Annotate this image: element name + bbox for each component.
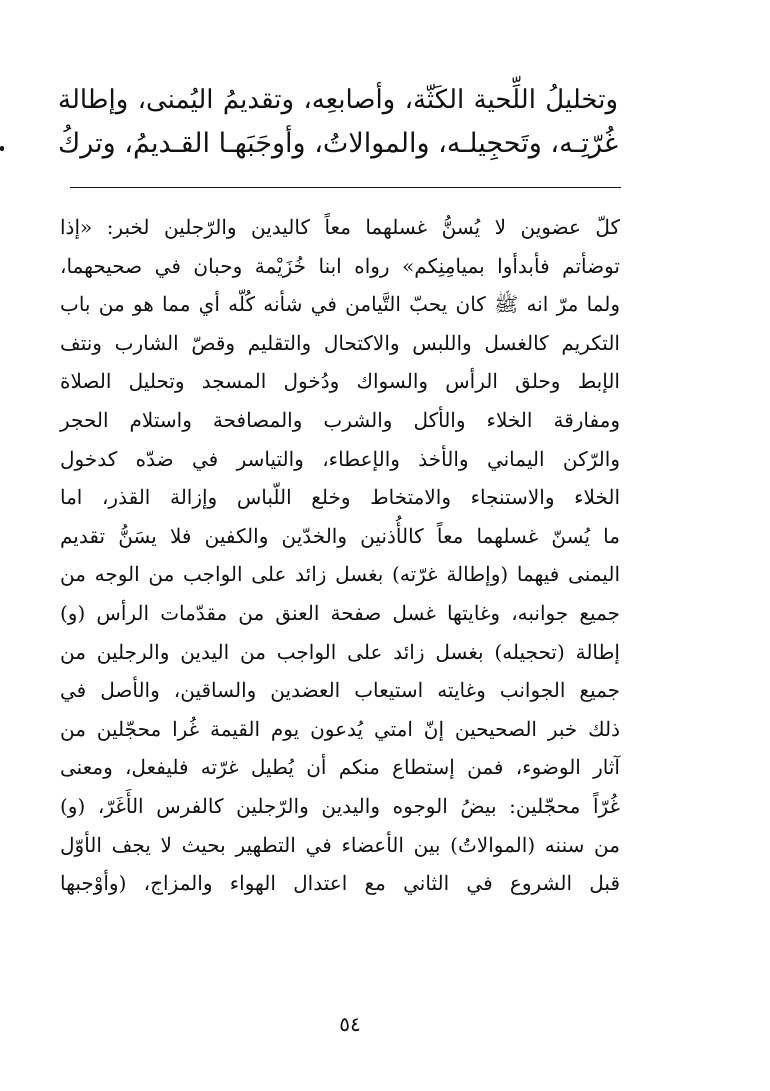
main-text-line: وتخليلُ اللِّحية الكَثّة، وأصابعِه، وتقديمُ اليُمنى، وإطالة: [58, 85, 618, 115]
divider-rule: [70, 187, 621, 188]
commentary-line: الإبط وحلق الرأس والسواك ودُخول المسجد وتحليل الصلاة: [60, 369, 620, 394]
commentary-line: آثار الوضوء، فمن إستطاع منكم أن يُطيل غرّته فليفعل، ومعنى: [60, 755, 620, 780]
commentary-line: قبل الشروع في الثاني مع اعتدال الهواء والمزاج، (وأوْجبها: [60, 871, 620, 896]
page-number: ٥٤: [339, 1012, 361, 1036]
main-text-line: غُرّتِـه، وتَحجِيلـه، والموالاتُ، وأوجَبَهـا القـديمُ، وتركُ: [58, 128, 618, 159]
commentary-line: ولما مرّ انه ﷺ كان يحبّ التَّيامن في شأنه كُلّه أي مما هو من باب: [60, 292, 620, 317]
commentary-line: جميع الجوانب وغايته استيعاب العضدين والساقين، والأصل في: [60, 678, 620, 703]
commentary-line: ما يُسنّ غسلهما معاً كالأُذنين والخدّين والكفين فلا يسَنُّ تقديم: [60, 523, 620, 548]
commentary-line: اليمنى فيهما (وإطالة غرّته) بغسل زائد على الواجب من الوجه من: [60, 562, 620, 587]
commentary-line: توضأتم فأبدأوا بميامِنِكم» رواه ابنا خُزَيْمة وحبان في صحيحهما،: [60, 253, 620, 278]
margin-mark: [0, 146, 4, 151]
commentary-line: جميع جوانبه، وغايتها غسل صفحة العنق من مقدّمات الرأس (و): [60, 600, 620, 625]
main-text: [58, 78, 618, 166]
commentary-line: إطالة (تحجيله) بغسل زائد على الواجب من اليدين والرجلين من: [60, 639, 620, 664]
commentary-line: كلّ عضوين لا يُسنُّ غسلهما معاً كاليدين والرّجلين لخبر: «إذا: [60, 215, 621, 239]
commentary-line: التكريم كالغسل واللبس والاكتحال والتقليم وقصّ الشارب ونتف: [60, 330, 620, 355]
commentary-line: غُرّاً محجّلين: بيضُ الوجوه واليدين والرّجلين كالفرس الأَغَرّ، (و): [60, 793, 620, 818]
commentary-line: من سننه (الموالاتُ) بين الأعضاء في التطهير بحيث لا يجف الأوّل: [60, 832, 620, 857]
commentary-line: والرّكن اليماني والأخذ والإعطاء، والتياسر في ضدّه كدخول: [60, 446, 620, 471]
commentary-line: ومفارقة الخلاء والأكل والشرب والمصافحة واستلام الحجر: [60, 407, 620, 432]
commentary-text: [60, 208, 620, 903]
commentary-line: الخلاء والاستنجاء والامتخاط وخلع اللّباس وإزالة القذر، اما: [60, 485, 620, 510]
commentary-line: ذلك خبر الصحيحين إنّ امتي يُدعون يوم القيمة غُرا محجّلين من: [60, 716, 620, 741]
